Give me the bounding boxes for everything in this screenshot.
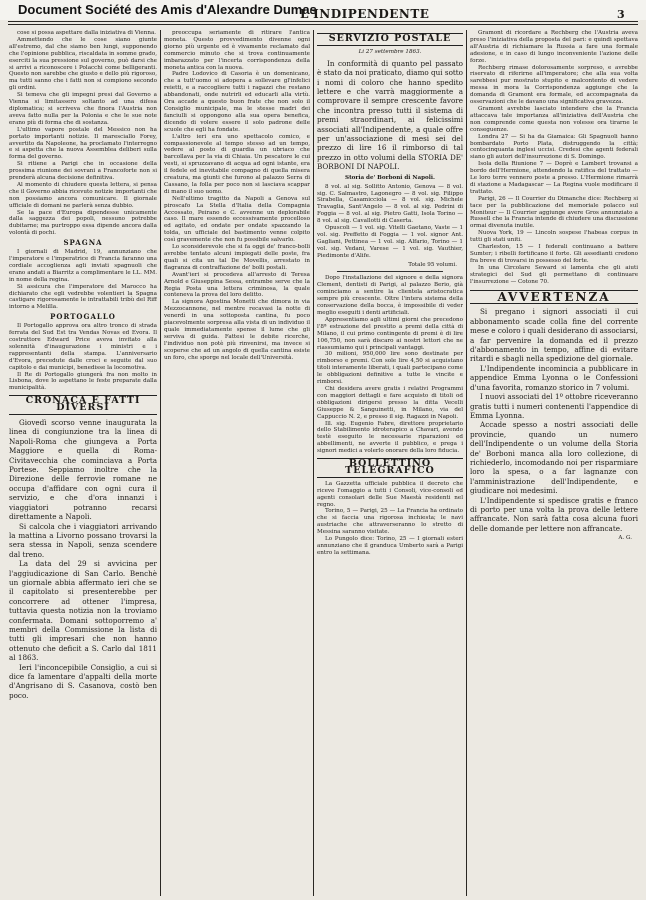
paragraph: Avant'ieri si procedeva all'arresto di Teresa Arnold e Giuseppina Sessa, entrambe serve che la Regia Posta una lettera criminosa, la quale conteneva la prova del loro delitto.	[164, 271, 310, 299]
paragraph: Al momento di chiudere questa lettera, si pensa che il Governo abbia ricevuto notizie importanti che non possiamo ancora comunicare. Il giornale ufficiale di domani ne parlerà senza dubbio.	[9, 181, 157, 209]
paragraph: Il Portogallo approva ora altro tronco di strada ferrata del Sud Est tra Vendas Novas ed Evora. Il costruttore Edward Price aveva invitato alla solennità d'inaugurazione i ministri e i rappresentanti della stampa. L'anniversario d'Evora, precedute dalle croci e seguite dal suo capitolo e dai municipi, benedisse la locomotiva.	[9, 323, 157, 371]
newspaper-masthead: L'INDIPENDENTE	[300, 7, 430, 21]
paragraph: Nuova York, 19 — Lincoln sospese l'habeas corpus in tutti gli stati uniti.	[470, 230, 638, 244]
paragraph: Ill. sig. Eugenio Fabre, direttore proprietario dello Stabilimento idroterapico a Chavari, avendo testè eseguito le necessarie riparazioni ed abbellimenti, ne avverte il pubblico, e prega i signori medici a volerlo onorare della loro fiducia.	[317, 420, 463, 455]
paragraph: Si temeva che gli impegni presi dal Governo a Vienna si limitassero soltanto ad una difesa diplomatica; si scriveva che finora l'Austria non aveva fatto nulla per la Polonia e che le sue note erano più di forma che di sostanza.	[9, 92, 157, 126]
paragraph: Lo sconsiderevole che si fa oggi de' franco-bolli avrebbe tentato alcuni impiegati delle poste, fra quali si cita un tal De Movellis, arrestato in flagranza di contraffazione de' bolli postali.	[164, 244, 310, 271]
header-rule	[8, 21, 638, 22]
column-divider-1	[160, 30, 161, 896]
paragraph: L'Indipendente incomincia a pubblicare in appendice Emma Lyonna o le Confessioni d'una favorita, romanzo storico in 7 volumi.	[470, 363, 638, 392]
section-heading-portogallo: PORTOGALLO	[50, 312, 116, 322]
column-3	[317, 30, 463, 896]
page-number: 3	[617, 8, 625, 21]
column-2	[164, 30, 310, 896]
section-heading-avvertenza: AVVERTENZA	[470, 290, 638, 305]
paragraph: La data del 29 si avvicina per l'aggiudicazione di San Carlo. Benchè un giornale abbia affermato ieri che se il capitolato si presenterebbe per concorrere ad ottener l'impresa, tuttavia questa notizia non la troviamo confermata. Domani sottoporremo a' membri della Commissione la lista di tutti gli impresari che non hanno ottenuto che deficit a S. Carlo dal 1811 al 1863.	[9, 559, 157, 663]
paragraph: L'ultimo vapore postale del Messico non ha portato importanti notizie. Il maresciallo Forey, avvertito da Napoleone, ha proclamato l'interregno e si aspetta che la nuova Assemblea deliberi sulla forma del governo.	[9, 126, 157, 161]
paragraph: Londra 27 — Si ha da Giamaica: Gli Spagnuoli hanno bombardato Porto Plata, distruggendo la città; centocinquanta inglesi uccisi. Credesi che agenti federali siano gli autori dell'insurrezione di S. Domingo.	[470, 133, 638, 161]
volume-total: Totale 95 volumi.	[408, 261, 457, 268]
section-heading-spagna: SPAGNA	[63, 238, 103, 248]
paragraph: Charleston, 15 — I federali continuano a battere Sumter; i ribelli fortificano il forte. Gli assedianti credono fra breve di trovarsi in possesso del forte.	[470, 244, 638, 264]
paragraph: La signora Agostina Monetti che dimora in via Mezzocannone, nel mentre recavasi la notte di venerdì in una sottoposta cantina, fu poco piacevolmente sorpresa alla vista di un individuo il quale immediatamente spense il lume che gli serviva di guida. Fattesi le debite ricerche, l'individuo non potè più rinvenirsi, ma invece si scoperse che ad un angolo di quella cantina esiste un foro, che sporge nel locale dell'Università.	[164, 299, 310, 361]
dateline: Li 27 settembre 1863.	[358, 48, 422, 55]
section-heading-bollettino: BOLLETTINO TELEGRAFICO	[317, 458, 463, 478]
paragraph: Accade spesso a nostri associati delle provincie, quando un numero dell'Indipendente o un volume della Storia de' Borboni manca alla loro collezione, di richiederlo, incomodando noi per risparmiare loro la spesa, o a far lagnanze con l'amministrazione dell'Indipendente, e giudicare noi medesimi.	[470, 420, 638, 496]
paragraph: Si ritiene a Parigi che in occasione della prossima riunione dei sovrani a Francoforte non si prenderà alcuna decisione definitiva.	[9, 161, 157, 182]
paragraph: In una Circolare Seward si lamenta che gli aiuti strategici del Sud gli permettano di continuare l'insurrezione — Cotone 70.	[470, 264, 638, 285]
column-4	[470, 30, 638, 896]
paragraph: Si assicura che l'imperatore del Marocco ha dichiarato che egli vedrebbe volentieri la Spagna castigare rigorosamente le intrattabili tribù del Riff intorno a Melilla.	[9, 283, 157, 311]
paragraph: Il Re di Portogallo giungerà fra non molto in Lisbona, dove lo aspettano le feste preparate dalla municipalità.	[9, 371, 157, 392]
paragraph: Si pregano i signori associati il cui abbonamento scade colla fine del corrente mese e coloro i quali desiderano di associarsi, a far pervenire la domanda ed il prezzo d'abbonamento in tempo, affine di evitare ritardi e sbagli nella spedizione del giornale.	[470, 307, 638, 364]
paragraph: Chi desidera avere gratis i relativi Programmi con maggiori dettagli e fare acquisto di titoli od obbligazioni dirigersi presso la ditta Vecelli Giuseppe & Sanguinetti, in Milano, via del Cappuccio N. 2, e presso il sig. Ragazzi in Napoli.	[317, 385, 463, 420]
paragraph: Ieri l'inconcepibile Consiglio, a cui si dice fa lamentare d'appalti della morte d'Angrisano di S. Casanova, costò ben poco.	[9, 662, 157, 700]
paragraph: I nuovi associati del 1º ottobre riceveranno gratis tutti i numeri contenenti l'appendice di Emma Lyonna.	[470, 392, 638, 420]
paragraph: cose si possa aspettare dalla iniziativa di Vienna.	[17, 30, 157, 36]
paragraph: preoccupa seriamente di ritirare l'antica moneta. Questo provvedimento divenne ogni giorno più urgente ed è vivamente reclamato dal commercio minuto che si trova continuamente imbarazzato per l'incerta corrispondenza della moneta antica con la nuova.	[164, 30, 310, 71]
paragraph: Torino, 5 — Parigi, 25 — La Francia ha ordinato che si faccia una rigorosa inchiesta; le navi austriache che attraverseranno lo stretto di Messina saranno visitate.	[317, 508, 463, 536]
section-heading-servizio-postale: SERVIZIO POSTALE	[317, 33, 463, 46]
paragraph: Opuscoli — 1 vol. sig. Vitelli Gaetano, Vaste — 1 vol. sig. Preffetto di Foggia — 1 vol. signor Ant. Gagliani, Pettinea — 1 vol. sig. Alfario, Torino — 1 vol. sig. Vedani, Varese — 1 vol. sig. Vauthier, Piedimonte d'Alife.	[317, 225, 463, 259]
paragraph: Isola della Riunione 7 — Doprè e Lambert trovansi a bordo dell'Hermione, attendendo la ratifica del trattato — Le loro terre vennero poste a presso. L'Hermione rimarrà di stazione a Madagascar — La Regina vuole modificare il trattato.	[470, 161, 638, 195]
column-1	[9, 30, 157, 896]
paragraph: Giovedì scorso venne inaugurata la linea di congiunzione tra la linea di Napoli-Roma che giungeva a Porta Maggiore e quella di Roma-Civitavecchia che cominciava a Porta Portese. Seppiamo inoltre che la Direzione delle ferrovie romane ne occupa d'affidare con ogni cura il servizio, e che d'ora innanzi i viaggiatori potranno recarsi direttamente a Napoli.	[9, 418, 157, 522]
paragraph: L'Indipendente si spedisce gratis e franco di porto per una volta la prova delle lettere affrancate. Non sarà fatta cosa alcuna fuori delle domande per lettere non affrancate.	[470, 495, 638, 533]
paragraph: Nell'ultimo tragitto da Napoli a Genova sul piroscafo La Stella d'Italia della Compagnia Accossato, Peirano e C. avvenne un deplorabile caso. Il mare essendo eccessivamente procelloso ed agitato, ed ondate per ondate spazzando la tolda, un ufficiale del bastimento venne colpito così gravemente che non fu possibile salvarlo.	[164, 195, 310, 244]
cronaca-body	[9, 418, 157, 700]
paragraph: Lo Pungolo dice: Torino, 25 — I giornali esteri annunziano che il granduca Umberto sarà a Parigi entro la settimana.	[317, 536, 463, 556]
paragraph: Parigi, 26 — Il Courrier du Dimanche dice: Rechberg si tace per la pubblicazione del memoriale polacco sul Moniteur — Il Courrier aggiunge avere Gros annunziato a Russell che la Francia intende di chiudere una discussione ormai divenuta inutile.	[470, 195, 638, 230]
paragraph: Gramont di ricordare a Rechberg che l'Austria aveva preso l'iniziativa della proposta del pari: e quindi spettava all'Austria di richiamare la Russia a fare una formale adesione, e in caso di lungo inconveniente l'azione delle forze.	[470, 30, 638, 64]
paragraph: In conformità di quanto pel passato è stato da noi praticato, diamo qui sotto i nomi di coloro che hanno spedito lettere e che varrà maggiormente a comprovare il sempre crescente favore che incontra presso tutti il sistema di premi straordinari, ai felicissimi associati all'Indipendente, a quale offre per un'associazione di mesi sei del prezzo di lire 16 il rimborso di tal prezzo in otto volumi della STORIA DE' BORBONI DI NAPOLI.	[317, 58, 463, 172]
paragraph: Se la pace d'Europa dipendesse unicamente dalla saggezza dei popoli, nessuno potrebbe dubitarne; ma purtroppo essa dipende ancora dalla volontà di pochi.	[9, 209, 157, 237]
paragraph: Appresentiamo agli ultimi giorni che precedono l'8ª estrazione del prestito a premi della città di Milano, il cui primo contingente di premi è di lire 106,750, non sarà discaro ai nostri lettori che ne riassumiamo qui i principali vantaggi.	[317, 316, 463, 351]
paragraph: I giornali di Madrid, 19, annunziano che l'imperatore e l'imperatrice di Francia faranno una cordiale accoglienza agli inviati spagnuoli che erano andati a Biarritz a complimentare le LL. MM. in nome della regina.	[9, 249, 157, 283]
paragraph: L'altro ieri era uno spettacolo comico, e compassionevole al tempo stesso ad un tempo, vedere al posto di guardia un ubriaco che barcollava per la via di Chiaia. Un pescatore le cui vesti, si spruzzavano di acqua ad ogni istante, era il fedele ed inevitabile compagno di quella misera creatura, ma giunti che furono al palazzo Serra di Cassano, la folla per poco non si lasciava scappar di mano il suo uomo.	[164, 133, 310, 195]
paragraph: Ammettendo che le cose siano giunte all'estremo, dal che siamo ben lungi, supponendo che l'opinione pubblica, riscaldata in somme grado, eserciti la sua pressione sul governo, può darsi che si arrivi a riconoscere i Polacchi come belligeranti. Questo non sarebbe che giusto e dello più rigoroso, ma tutti sanno che i fatti non si compiono secondo gli ordini.	[9, 36, 157, 92]
signature: A. G.	[618, 535, 632, 542]
paragraph: La Gazzetta ufficiale pubblica il decreto che riceve l'omaggio a tutti i Consoli, vice-consoli ed agenti consolari delle Sue Maestà residenti nel regno.	[317, 480, 463, 508]
paragraph: Rechberg rimase dolorosamente sorpreso, e avrebbe riservato di riferirne all'imperatore; che alla sua volta sarebbesi pur mostrato stupito e malcontento di vedere messa in mora la Corrispondenza aggiunge che la domanda di Gramont era formale, ed accompagnata da osservazioni che le davano una significativa gravezza.	[470, 64, 638, 106]
paragraph: Padre Lodovico di Casoria è un domenicano, che a tutt'uomo si adopera a sollevare gl'infelici reietti, e a raccogliere tutti i ragazzi che restano abbandonati, onde nutrirli ed educarli alla virtù. Ora accade a questo buon frate che non solo il Consiglio municipale, ma le stesse madri dei fanciulli si oppongono alla sua opera benefica, dicendo di volere essere il solo padrone delle scuole che egli ha fondate.	[164, 71, 310, 133]
paragraph: Dopo l'installazione del signore e della signora Clement, dentisti di Parigi, al palazzo Berio, già cominciamo a sentire la clientela aristocratica sempre più crescente. Oltre l'intera sistema della conservazione della bocca, è impossibile di veder meglio eseguiti i denti artificiali.	[317, 275, 463, 316]
subheading-storia: Storia de' Borboni di Napoli.	[345, 174, 435, 181]
paragraph: Si calcola che i viaggiatori arrivando la mattina a Livorno possano trovarsi la sera stessa in Napoli, senza scendere dal treno.	[9, 521, 157, 559]
document-title: Document Société des Amis d'Alexandre Dumas	[18, 2, 317, 17]
column-divider-3	[466, 30, 467, 896]
divider	[337, 271, 443, 272]
column-divider-2	[313, 30, 314, 896]
paragraph: 8 vol. al sig. Sollitto Antonio, Genova — 8 vol. sig. C. Salmastro, Lagonegro — 8 vol. sig. Filippo Sirabella, Casamicciola — 8 vol. sig. Michele Travaglia, Sant'Angelo — 8 vol. al sig. Pedrini di Foggia — 8 vol. al sig. Pietro Gatti, Isola Torino — 8 vol. al sig. Cavallotti di Caserta.	[317, 183, 463, 225]
paragraph: 30 milioni, 950,000 lire sono destinate per rimborso e premi. Con sole lire 4,50 si acquistano titoli interamente liberati, i quali partecipano come le obbligazioni definitive a tutte le vincite e rimborsi.	[317, 351, 463, 386]
header-rule-double	[8, 24, 638, 25]
paragraph: Gramont avrebbe lasciato intendere che la Francia attaccava tale importanza all'iniziativa dell'Austria che non comprende come questa non volesse ora tirarne le conseguenze.	[470, 105, 638, 133]
section-heading-cronaca: CRONACA E FATTI DIVERSI	[9, 395, 157, 415]
